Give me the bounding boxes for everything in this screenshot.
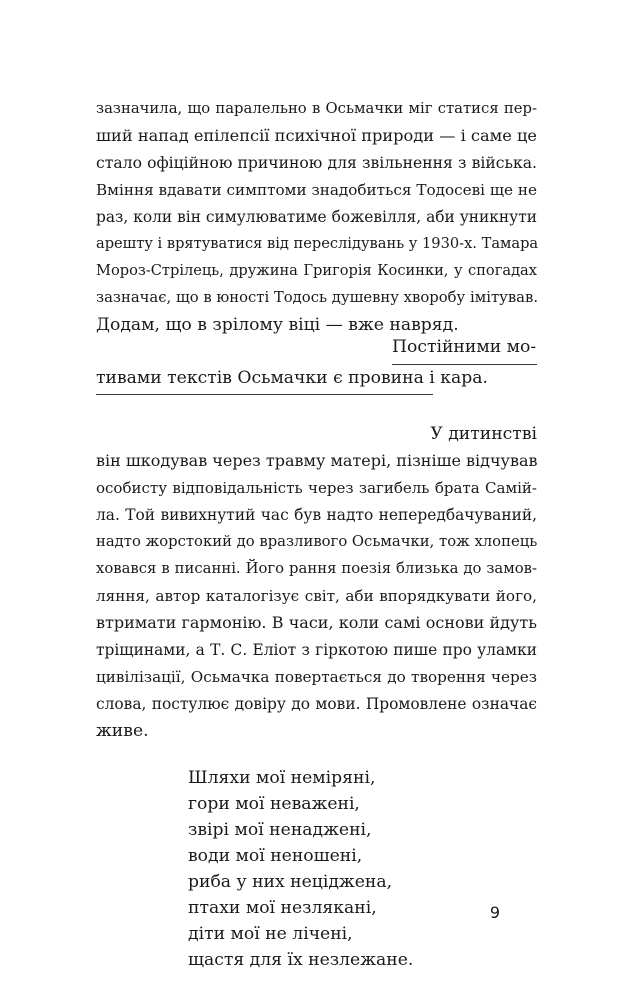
paragraph-1-line: зазначила, що паралельно в Осьмачки міг статися пер- — [96, 100, 537, 117]
verse-line: риба у них неціджена, — [188, 872, 393, 892]
pullquote-rule — [96, 394, 433, 395]
paragraph-2-first-line: У дитинстві — [430, 424, 537, 444]
paragraph-2-line: особисту відповідальність через загибель брата Самій- — [96, 479, 537, 497]
paragraph-1-line: ший напад епілепсії психічної природи — і саме це — [96, 126, 537, 145]
paragraph-2-line: ховався в писанні. Його рання поезія близька до замов- — [96, 560, 537, 577]
paragraph-2-line: цивілізації, Осьмачка повертається до творення через — [96, 668, 537, 686]
verse-line: діти мої не лічені, — [188, 924, 353, 944]
pullquote-line: тивами текстів Осьмачки є провина і кара. — [96, 368, 488, 388]
paragraph-2-line: ляння, автор каталогізує світ, аби впорядкувати його, — [96, 587, 537, 605]
paragraph-1-line: арешту і врятуватися від переслідувань у 1930-х. Тамара — [96, 235, 539, 252]
verse-line: звірі мої ненаджені, — [188, 820, 372, 840]
paragraph-2-line: втримати гармонію. В часи, коли самі основи йдуть — [96, 613, 537, 632]
verse-line: щастя для їх незлежане. — [188, 950, 414, 970]
paragraph-2-line: ла. Той вивихнутий час був надто непередбачуваний, — [96, 506, 537, 524]
page-number: 9 — [489, 903, 501, 922]
paragraph-1-line: Вміння вдавати симптоми знадобиться Тодосеві ще не — [96, 181, 537, 199]
paragraph-1-line: зазначає, що в юності Тодось душевну хворобу імітував. — [96, 289, 539, 306]
paragraph-1-line: Додам, що в зрілому віці — вже навряд. — [96, 315, 459, 335]
verse-line: гори мої неважені, — [188, 794, 360, 814]
paragraph-2-line: слова, постулює довіру до мови. Промовлене означає — [96, 695, 537, 713]
verse-line: птахи мої незлякані, — [188, 898, 377, 918]
paragraph-2-line: живе. — [96, 721, 149, 741]
verse-line: води мої неношені, — [188, 846, 363, 866]
paragraph-1-line: Мороз-Стрілець, дружина Григорія Косинки, у спогадах — [96, 262, 537, 279]
paragraph-2-line: тріщинами, а Т. С. Еліот з гіркотою пише про уламки — [96, 641, 537, 659]
paragraph-1-line: стало офіційною причиною для звільнення з війська. — [96, 154, 537, 172]
verse-line: Шляхи мої неміряні, — [188, 768, 376, 788]
paragraph-1-line: раз, коли він симулюватиме божевілля, аби уникнути — [96, 208, 537, 226]
paragraph-2-line: він шкодував через травму матері, пізніше відчував — [96, 451, 538, 470]
pullquote-line: Постійними мо- — [392, 337, 537, 357]
paragraph-2-line: надто жорстокий до вразливого Осьмачки, тож хлопець — [96, 533, 538, 550]
